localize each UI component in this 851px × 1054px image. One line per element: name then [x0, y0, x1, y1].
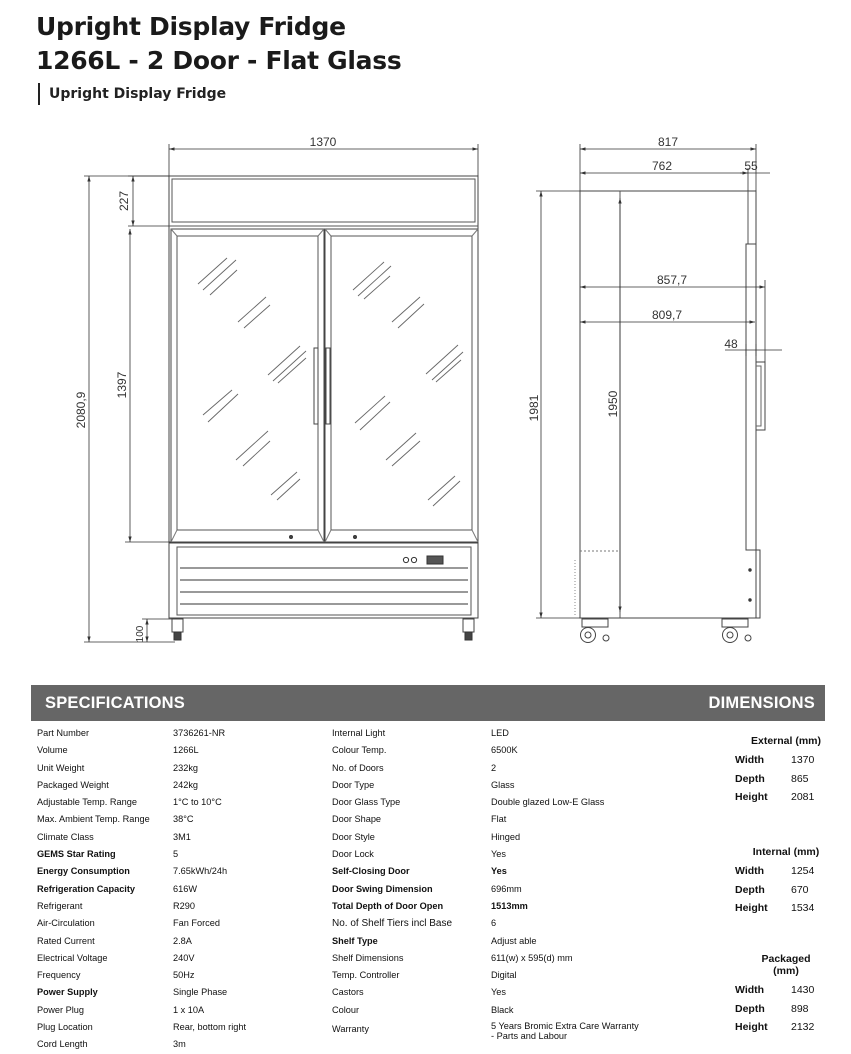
dim-overall-height: 2080,9: [74, 391, 88, 429]
dim-overall-width: 1370: [309, 135, 337, 149]
specifications-bar: [31, 685, 825, 721]
side-dimensions: [536, 144, 782, 618]
spec-label: Castors: [332, 987, 364, 998]
dimensions-heading-internal: Internal (mm): [752, 846, 820, 858]
spec-value-warranty: [491, 1019, 661, 1042]
spec-value: 50Hz: [173, 970, 195, 981]
dimensions-heading: DIMENSIONS: [708, 694, 815, 712]
spec-label: Shelf Type: [332, 935, 378, 946]
dim-label: Width: [735, 865, 765, 877]
side-view: [575, 191, 765, 643]
spec-value: Double glazed Low-E Glass: [491, 797, 605, 808]
dim-door-section-height: 1950: [606, 390, 620, 418]
spec-value: 616W: [173, 883, 198, 894]
dim-door-height: 1397: [115, 371, 129, 399]
spec-label: Unit Weight: [37, 762, 85, 773]
dim-value: 670: [791, 883, 809, 896]
spec-value: R290: [173, 900, 195, 911]
dim-value: 865: [791, 772, 809, 785]
spec-value: 1513mm: [491, 900, 528, 911]
dim-value: 2132: [791, 1021, 815, 1033]
spec-labels-left: [37, 725, 167, 1054]
spec-values-right: [491, 725, 661, 1042]
dimensions-external: [720, 735, 830, 807]
spec-value: 240V: [173, 952, 195, 963]
dim-row-width: [720, 751, 830, 770]
spec-label: Electrical Voltage: [37, 952, 108, 963]
spec-label: Door Shape: [332, 814, 382, 825]
spec-value: Yes: [491, 866, 507, 877]
spec-value: Glass: [491, 779, 515, 790]
spec-value: Flat: [491, 814, 507, 825]
front-view: [169, 176, 478, 640]
spec-label: Colour Temp.: [332, 745, 387, 756]
spec-label: Air-Circulation: [37, 918, 95, 929]
spec-value: 1°C to 10°C: [173, 797, 222, 808]
dim-label: Height: [735, 791, 768, 803]
spec-label: Colour: [332, 1004, 360, 1015]
dim-leg-height: 100: [135, 625, 146, 643]
spec-value: Rear, bottom right: [173, 1022, 247, 1033]
dim-canopy-height: 227: [117, 190, 131, 212]
spec-value: 3736261-NR: [173, 728, 226, 738]
spec-value: Adjust able: [491, 935, 537, 946]
spec-label: Packaged Weight: [37, 779, 109, 790]
spec-label: Temp. Controller: [332, 970, 400, 981]
spec-label: Total Depth of Door Open: [332, 900, 444, 911]
dim-value: 1534: [791, 902, 815, 914]
dim-label: Height: [735, 902, 768, 914]
spec-value: 5: [173, 849, 179, 860]
dim-canopy-offset: 55: [744, 159, 758, 173]
spec-label: No. of Doors: [332, 762, 384, 773]
spec-value: 1266L: [173, 745, 199, 756]
dim-row-depth: [720, 881, 830, 900]
spec-value: 611(w) x 595(d) mm: [491, 952, 573, 963]
dim-overall-depth: 817: [657, 135, 679, 149]
spec-label: Warranty: [332, 1024, 369, 1035]
spec-labels-right: [332, 725, 487, 1038]
dim-row-height: [720, 788, 830, 807]
dim-row-width: [720, 981, 830, 1000]
technical-drawing: [0, 120, 851, 655]
dim-label: Depth: [735, 1002, 765, 1015]
spec-value: 38°C: [173, 814, 194, 825]
spec-value: 2: [491, 762, 497, 773]
spec-label: Plug Location: [37, 1022, 93, 1033]
spec-label: Power Plug: [37, 1004, 84, 1015]
warranty-line-1: 5 Years Bromic Extra Care Warranty: [491, 1021, 639, 1032]
spec-label: Climate Class: [37, 831, 94, 842]
spec-label: Rated Current: [37, 935, 95, 946]
warranty-line-2: - Parts and Labour: [491, 1031, 568, 1042]
dim-row-height: [720, 899, 830, 918]
spec-value: 6500K: [491, 745, 518, 756]
spec-label: Energy Consumption: [37, 866, 130, 877]
spec-label: Door Lock: [332, 849, 374, 860]
spec-value: Black: [491, 1004, 514, 1015]
title-line-1: Upright Display Fridge: [36, 12, 346, 41]
dim-value: 1254: [791, 865, 815, 877]
spec-value: 3m: [173, 1039, 186, 1050]
dim-body-height: 1981: [527, 394, 541, 422]
dimensions-heading-external: External (mm): [750, 735, 822, 747]
spec-label: Adjustable Temp. Range: [37, 797, 137, 808]
dimensions-internal: [720, 846, 830, 918]
dim-label: Depth: [735, 883, 765, 896]
spec-label: No. of Shelf Tiers incl Base: [332, 918, 453, 930]
spec-label: Power Supply: [37, 987, 98, 998]
dim-depth-with-handle: 857,7: [656, 273, 688, 287]
spec-label: Volume: [37, 745, 68, 756]
spec-label: Shelf Dimensions: [332, 952, 404, 963]
spec-value: 3M1: [173, 831, 191, 842]
dim-depth-to-door: 809,7: [651, 308, 683, 322]
dim-body-depth: 762: [651, 159, 673, 173]
dimensions-heading-packaged: Packaged (mm): [761, 953, 811, 977]
dim-value: 2081: [791, 791, 815, 803]
page-title: [36, 10, 401, 78]
spec-label: Door Glass Type: [332, 797, 401, 808]
spec-label: GEMS Star Rating: [37, 849, 116, 860]
spec-label: Frequency: [37, 970, 81, 981]
spec-value: 2.8A: [173, 935, 192, 946]
title-line-2: 1266L - 2 Door - Flat Glass: [36, 46, 402, 75]
spec-value: 696mm: [491, 883, 522, 894]
dim-row-depth: [720, 770, 830, 789]
dim-label: Height: [735, 1021, 768, 1033]
spec-value: 242kg: [173, 779, 199, 790]
dim-row-depth: [720, 1000, 830, 1019]
dim-label: Width: [735, 984, 765, 996]
dimensions-packaged: [720, 953, 830, 1037]
dim-row-height: [720, 1018, 830, 1037]
spec-label: Cord Length: [37, 1039, 88, 1050]
spec-label: Self-Closing Door: [332, 866, 410, 877]
spec-label: Refrigeration Capacity: [37, 883, 136, 894]
dim-row-width: [720, 862, 830, 881]
spec-value: Digital: [491, 970, 517, 981]
spec-values-left: [173, 725, 323, 1054]
spec-value: 6: [491, 918, 497, 929]
spec-value: 7.65kWh/24h: [173, 866, 228, 877]
spec-label: Door Swing Dimension: [332, 883, 433, 894]
spec-label: Max. Ambient Temp. Range: [37, 814, 150, 825]
front-dimensions: [84, 144, 478, 642]
spec-label: Door Style: [332, 831, 375, 842]
spec-label: Door Type: [332, 779, 375, 790]
dim-value: 1370: [791, 754, 815, 766]
spec-value: 232kg: [173, 762, 199, 773]
spec-value: Single Phase: [173, 987, 228, 998]
dim-label: Depth: [735, 772, 765, 785]
dim-value: 1430: [791, 984, 815, 996]
dim-value: 898: [791, 1002, 809, 1015]
dim-label: Width: [735, 754, 765, 766]
spec-label: Refrigerant: [37, 900, 83, 911]
spec-value: Fan Forced: [173, 918, 220, 929]
specifications-heading: SPECIFICATIONS: [45, 694, 186, 712]
spec-label: Part Number: [37, 728, 90, 738]
spec-value: Hinged: [491, 831, 521, 842]
spec-value: Yes: [491, 849, 506, 860]
spec-value: LED: [491, 728, 509, 738]
spec-value: Yes: [491, 987, 506, 998]
spec-label: Internal Light: [332, 728, 386, 738]
dim-handle-depth: 48: [724, 337, 738, 351]
spec-value: 1 x 10A: [173, 1004, 205, 1015]
page-subtitle: Upright Display Fridge: [38, 83, 226, 105]
